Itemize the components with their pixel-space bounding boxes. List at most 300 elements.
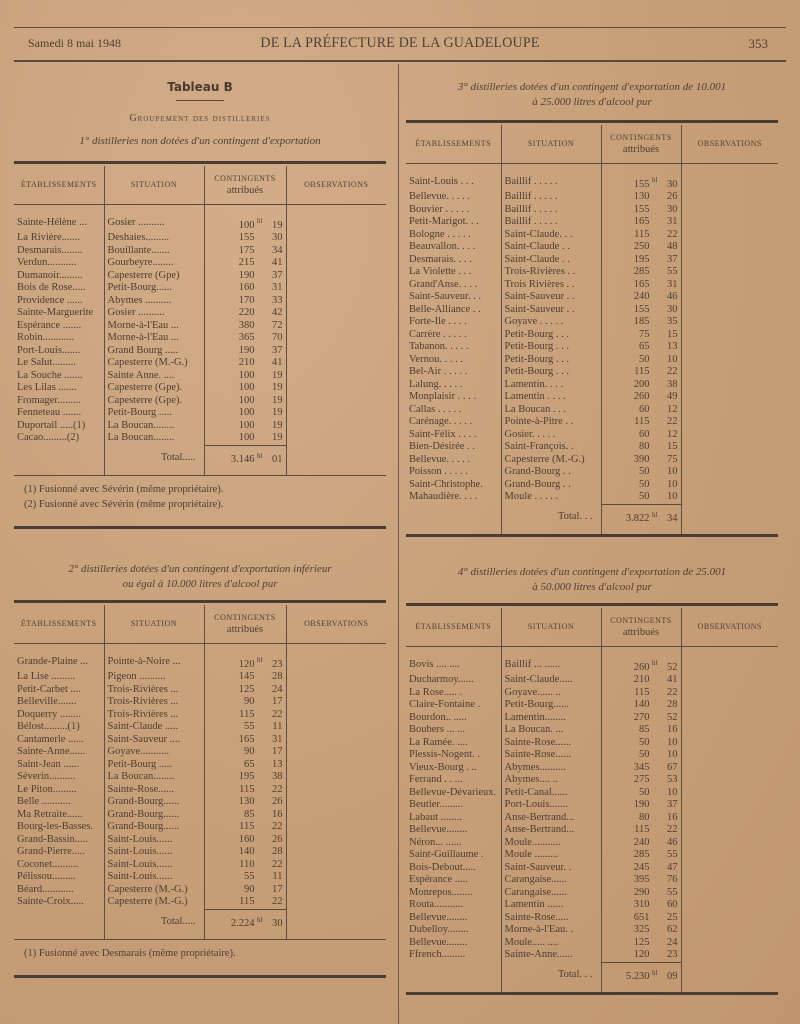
establishment-name: Beutier.........: [406, 799, 501, 812]
observations-cell: [286, 332, 386, 345]
observations-cell: [681, 416, 778, 429]
establishment-name: Bellevue........: [406, 824, 501, 837]
table-row: [406, 216, 778, 229]
situation-cell: Baillif . . . . .: [501, 216, 601, 229]
col-header-contingents: [204, 166, 286, 205]
contingent-hl: 240: [633, 291, 650, 302]
unit-label: hl: [652, 176, 658, 184]
observations-cell: [286, 205, 386, 233]
table-row: [406, 862, 778, 875]
observations-cell: [286, 370, 386, 383]
observations-cell: [681, 712, 778, 725]
observations-cell: [681, 291, 778, 304]
column-divider: [398, 64, 399, 1024]
table-row: [406, 687, 778, 700]
table-row: [406, 724, 778, 737]
contingent-hl: 80: [639, 811, 650, 823]
observations-cell: [681, 912, 778, 925]
establishment-name: La Ramée. ....: [406, 737, 501, 750]
contingent-hl: 130: [238, 796, 255, 807]
table-row: [14, 796, 386, 809]
situation-cell: Carangaise......: [501, 887, 601, 900]
situation-cell: Bouillante.......: [104, 245, 204, 258]
observations-cell: [286, 382, 386, 395]
table-row: [406, 812, 778, 825]
establishment-name: Bélost.........(1): [14, 721, 104, 734]
contingent-cell: [601, 762, 681, 775]
contingent-decimal: 19: [272, 394, 283, 406]
situation-cell: Trois-Rivières ...: [104, 696, 204, 709]
contingent-hl: 60: [639, 403, 650, 415]
contingent-hl: 50: [639, 786, 650, 798]
observations-cell: [286, 445, 386, 475]
observations-cell: [286, 307, 386, 320]
contingent-decimal: 31: [667, 216, 678, 227]
contingent-decimal: 76: [667, 874, 678, 885]
observations-cell: [286, 871, 386, 884]
contingent-cell: [204, 734, 286, 747]
contingent-decimal: 34: [272, 244, 283, 256]
table-row: [14, 320, 386, 333]
contingent-cell: [601, 366, 681, 379]
table-row: [14, 821, 386, 834]
establishment-name: Vieux-Bourg . ..: [406, 762, 501, 775]
contingent-cell: [601, 749, 681, 762]
establishment-name: Bois de Rose.....: [14, 282, 104, 295]
table-row: [14, 734, 386, 747]
table-row: [14, 846, 386, 859]
establishment-name: Monplaisir . . . .: [406, 391, 501, 404]
contingent-cell: [601, 787, 681, 800]
contingent-hl: 90: [244, 746, 255, 757]
situation-cell: La Boucan........: [104, 771, 204, 784]
contingent-hl: 115: [239, 896, 255, 907]
contingent-hl: 270: [633, 711, 650, 723]
contingent-decimal: 67: [667, 761, 678, 773]
contingent-hl: 85: [244, 808, 255, 820]
contingent-hl: 115: [239, 821, 255, 832]
contingent-cell: [204, 644, 286, 672]
contingent-decimal: 22: [667, 366, 678, 377]
tableau-title: Tableau B: [167, 80, 233, 94]
observations-cell: [681, 737, 778, 750]
observations-cell: [286, 884, 386, 897]
situation-cell: Grand-Bourg......: [104, 796, 204, 809]
situation-cell: Grand-Bourg......: [104, 809, 204, 822]
contingent-cell: [601, 699, 681, 712]
contingent-hl: 240: [633, 836, 650, 848]
contingent-decimal: 26: [667, 191, 678, 202]
table-row: [14, 307, 386, 320]
observations-cell: [681, 774, 778, 787]
contingent-decimal: 10: [667, 478, 678, 490]
contingent-cell: [204, 270, 286, 283]
contingent-cell: [601, 204, 681, 217]
situation-cell: Abymes..........: [501, 762, 601, 775]
contingent-hl: 190: [238, 269, 255, 281]
contingent-cell: [204, 696, 286, 709]
situation-cell: Saint-Sauveur . .: [501, 291, 601, 304]
table-row: [14, 205, 386, 233]
situation-cell: Lamentin ......: [501, 899, 601, 912]
table-row: [14, 771, 386, 784]
contingent-decimal: 30: [667, 303, 678, 315]
total-spacer: [406, 962, 501, 992]
contingent-hl: 120: [238, 658, 255, 670]
table-row: [14, 759, 386, 772]
establishment-name: Grand-Bassin.....: [14, 834, 104, 847]
table-row: [406, 799, 778, 812]
contingent-hl: 165: [238, 733, 255, 745]
contingent-cell: [601, 341, 681, 354]
contingent-decimal: 19: [272, 407, 283, 418]
section-1-bottom-rule: [14, 475, 386, 476]
situation-cell: Lamentin . . . .: [501, 391, 601, 404]
contingent-decimal: 52: [667, 661, 678, 673]
table-row: [14, 896, 386, 909]
contingent-hl: 275: [633, 774, 650, 785]
contingent-hl: 90: [244, 883, 255, 895]
establishment-name: Les Lilas .......: [14, 382, 104, 395]
table-row: [406, 329, 778, 342]
situation-cell: Sainte-Rose......: [501, 737, 601, 750]
observations-cell: [286, 420, 386, 433]
col-header-observations: OBSERVATIONS: [681, 125, 778, 164]
contingent-cell: [204, 771, 286, 784]
contingent-cell: [601, 191, 681, 204]
establishment-name: Mahaudière. . . .: [406, 491, 501, 504]
table-row: [14, 709, 386, 722]
contingent-cell: [601, 229, 681, 242]
table-row: [14, 420, 386, 433]
table-row: [406, 241, 778, 254]
observations-cell: [681, 962, 778, 992]
contingent-cell: [204, 432, 286, 445]
establishment-name: Routa...........: [406, 899, 501, 912]
contingent-hl: 215: [238, 257, 255, 268]
establishment-name: Bourdon.. .....: [406, 712, 501, 725]
table-row: [14, 834, 386, 847]
unit-label: hl: [652, 659, 658, 667]
contingent-hl: 90: [244, 696, 255, 707]
section-1-title: 1° distilleries non dotées d'un contingent d'exportation: [79, 135, 321, 147]
col-header-contingents: [601, 125, 681, 164]
contingent-decimal: 30: [667, 203, 678, 215]
contingent-cell: [601, 441, 681, 454]
table-row: [406, 737, 778, 750]
situation-cell: Saint-Sauveur . .: [501, 304, 601, 317]
total-decimal: 09: [667, 971, 678, 982]
situation-cell: Gourbeyre........: [104, 257, 204, 270]
contingent-hl: 110: [239, 858, 255, 870]
observations-cell: [286, 357, 386, 370]
contingent-decimal: 24: [667, 936, 678, 948]
contingent-hl: 365: [238, 332, 255, 343]
contingent-decimal: 10: [667, 491, 678, 502]
contingent-hl: 155: [633, 178, 650, 190]
observations-cell: [681, 647, 778, 675]
contingent-hl: 130: [633, 191, 650, 202]
contingent-hl: 285: [633, 849, 650, 860]
contingents-label: CONTINGENTS: [214, 173, 276, 183]
total-hl: 3.146: [230, 454, 255, 465]
contingent-decimal: 41: [667, 674, 678, 685]
establishment-name: La Violette . . .: [406, 266, 501, 279]
observations-cell: [681, 862, 778, 875]
contingent-cell: [601, 266, 681, 279]
contingent-cell: [204, 320, 286, 333]
header-date: Samedi 8 mai 1948: [28, 36, 121, 50]
contingent-hl: 100: [238, 419, 255, 431]
contingent-hl: 115: [634, 416, 650, 427]
establishment-name: Espérance .....: [406, 874, 501, 887]
situation-cell: Moule .........: [501, 849, 601, 862]
table-row: [14, 382, 386, 395]
observations-cell: [681, 812, 778, 825]
contingent-cell: [601, 241, 681, 254]
observations-cell: [286, 282, 386, 295]
unit-label: hl: [257, 217, 263, 225]
section-3-end-rule: [406, 534, 778, 537]
table-row: [406, 924, 778, 937]
contingent-decimal: 55: [667, 266, 678, 277]
section-1-top-rule: [14, 161, 386, 164]
table-row: [14, 257, 386, 270]
establishment-name: Belle ...........: [14, 796, 104, 809]
establishment-name: Bellevue........: [406, 912, 501, 925]
contingent-cell: [204, 307, 286, 320]
total-spacer: [14, 909, 104, 939]
contingent-decimal: 62: [667, 924, 678, 935]
contingent-cell: [601, 164, 681, 192]
establishment-name: Fromager.........: [14, 395, 104, 408]
observations-cell: [286, 784, 386, 797]
contingent-cell: [601, 737, 681, 750]
table-row: [406, 466, 778, 479]
table-row: [14, 696, 386, 709]
contingent-decimal: 19: [272, 369, 283, 381]
col-header-contingents: [601, 608, 681, 647]
contingent-decimal: 13: [667, 341, 678, 352]
situation-cell: Grand Bourg .....: [104, 345, 204, 358]
situation-cell: Saint-Louis......: [104, 834, 204, 847]
contingent-decimal: 38: [667, 378, 678, 390]
unit-label: hl: [652, 510, 658, 519]
contingent-decimal: 28: [272, 671, 283, 682]
section-3-top-rule: [406, 120, 778, 123]
contingent-decimal: 26: [272, 833, 283, 845]
page-header: [22, 36, 778, 52]
situation-cell: Goyave...... ..: [501, 687, 601, 700]
total-hl: 2.224: [230, 918, 255, 929]
establishment-name: Petit-Carbet ....: [14, 684, 104, 697]
col-header-establishments: ÉTABLISSEMENTS: [14, 166, 104, 205]
table-row: [14, 232, 386, 245]
contingents-sub-label: attribués: [226, 185, 264, 196]
contingent-decimal: 37: [667, 253, 678, 265]
total-row: [14, 909, 386, 939]
situation-cell: Abymes.... ..: [501, 774, 601, 787]
observations-cell: [681, 354, 778, 367]
contingent-cell: [601, 216, 681, 229]
contingent-hl: 190: [633, 799, 650, 810]
observations-cell: [286, 432, 386, 445]
table-row: [14, 282, 386, 295]
section-1-end-rule: [14, 526, 386, 529]
observations-cell: [681, 762, 778, 775]
situation-cell: Saint-Claude.....: [501, 674, 601, 687]
header-bottom-rule: [14, 60, 786, 62]
total-decimal: 01: [272, 454, 283, 465]
observations-cell: [681, 454, 778, 467]
establishment-name: Claire-Fontaine .: [406, 699, 501, 712]
contingent-decimal: 22: [272, 783, 283, 795]
header-top-rule: [14, 27, 786, 28]
situation-cell: Sainte Anne. ....: [104, 370, 204, 383]
contingent-cell: [204, 821, 286, 834]
observations-cell: [286, 684, 386, 697]
table-row: [406, 949, 778, 962]
contingent-decimal: 55: [667, 886, 678, 898]
total-row: [14, 445, 386, 475]
contingent-hl: 55: [244, 721, 255, 732]
contingent-hl: 310: [633, 899, 650, 910]
observations-cell: [286, 295, 386, 308]
total-spacer: [14, 445, 104, 475]
observations-cell: [286, 909, 386, 939]
situation-cell: Saint-Sauveur. .: [501, 862, 601, 875]
situation-cell: Petit-Bourg .....: [104, 407, 204, 420]
observations-cell: [681, 724, 778, 737]
situation-cell: Carangaise......: [501, 874, 601, 887]
establishment-name: Bellevue........: [406, 937, 501, 950]
contingents-label: CONTINGENTS: [610, 615, 672, 625]
table-row: [406, 699, 778, 712]
table-row: [14, 784, 386, 797]
establishment-name: Coconet..........: [14, 859, 104, 872]
observations-cell: [681, 466, 778, 479]
contingent-decimal: 10: [667, 786, 678, 798]
observations-cell: [286, 257, 386, 270]
observations-cell: [681, 949, 778, 962]
contingent-cell: [204, 407, 286, 420]
contingent-cell: [204, 357, 286, 370]
observations-cell: [681, 391, 778, 404]
contingent-cell: [601, 899, 681, 912]
establishment-name: Duportail .....(1): [14, 420, 104, 433]
contingent-cell: [601, 254, 681, 267]
table-row: [14, 407, 386, 420]
situation-cell: Saint-Claude . .: [501, 254, 601, 267]
situation-cell: Petit-Bourg . . .: [501, 354, 601, 367]
unit-label: hl: [652, 968, 658, 977]
observations-cell: [681, 749, 778, 762]
contingent-cell: [204, 784, 286, 797]
contingent-hl: 195: [238, 771, 255, 782]
situation-cell: Sainte-Anne......: [501, 949, 601, 962]
total-row: [406, 962, 778, 992]
contingent-cell: [204, 809, 286, 822]
observations-cell: [681, 329, 778, 342]
situation-cell: Goyave . . . . .: [501, 316, 601, 329]
contingent-cell: [204, 846, 286, 859]
section-4-table: [406, 608, 778, 992]
establishment-name: La Rose..... .: [406, 687, 501, 700]
contingent-cell: [601, 316, 681, 329]
contingent-hl: 160: [238, 833, 255, 845]
contingent-decimal: 55: [667, 849, 678, 860]
situation-cell: Petit-Bourg .....: [104, 759, 204, 772]
establishment-name: Desmarais........: [14, 245, 104, 258]
observations-cell: [681, 254, 778, 267]
section-3-table: [406, 125, 778, 534]
contingent-hl: 50: [639, 736, 650, 748]
contingent-hl: 260: [633, 391, 650, 402]
situation-cell: Capesterre (Gpe).: [104, 382, 204, 395]
contingent-hl: 50: [639, 478, 650, 490]
observations-cell: [681, 699, 778, 712]
section-1-footnote-1: (1) Fusionné avec Sévérin (même propriétaire).: [24, 483, 224, 495]
contingent-decimal: 22: [667, 228, 678, 240]
col-header-establishments: ÉTABLISSEMENTS: [406, 608, 501, 647]
situation-cell: Petit-Canal......: [501, 787, 601, 800]
col-header-observations: OBSERVATIONS: [286, 605, 386, 644]
contingent-hl: 250: [633, 241, 650, 252]
contingent-cell: [204, 345, 286, 358]
contingent-cell: [601, 937, 681, 950]
establishment-name: Sainte-Croix.....: [14, 896, 104, 909]
table-row: [14, 357, 386, 370]
situation-cell: Morne-à-l'Eau ...: [104, 320, 204, 333]
table-row: [406, 479, 778, 492]
situation-cell: Moule..... ....: [501, 937, 601, 950]
establishment-name: Béard............: [14, 884, 104, 897]
contingent-hl: 140: [238, 846, 255, 857]
contingent-hl: 165: [633, 278, 650, 290]
contingent-cell: [204, 684, 286, 697]
observations-cell: [286, 859, 386, 872]
contingent-decimal: 22: [272, 708, 283, 720]
contingent-decimal: 22: [272, 821, 283, 832]
establishment-name: Belle-Alliance . .: [406, 304, 501, 317]
contingent-decimal: 15: [667, 441, 678, 452]
contingent-decimal: 17: [272, 696, 283, 707]
contingent-hl: 115: [239, 783, 255, 795]
contingent-hl: 100: [238, 407, 255, 418]
contingent-hl: 115: [634, 824, 650, 835]
establishment-name: Fenneteau .......: [14, 407, 104, 420]
contingents-label: CONTINGENTS: [610, 132, 672, 142]
contingent-hl: 325: [633, 924, 650, 935]
contingent-cell: [601, 724, 681, 737]
contingent-decimal: 70: [272, 332, 283, 343]
establishment-name: Ffrench.........: [406, 949, 501, 962]
establishment-name: Séverin..........: [14, 771, 104, 784]
table-row: [14, 859, 386, 872]
table-row: [406, 837, 778, 850]
establishment-name: Grand'Anse. . . .: [406, 279, 501, 292]
situation-cell: Sainte-Rose......: [104, 784, 204, 797]
contingent-decimal: 22: [667, 686, 678, 698]
table-row: [14, 644, 386, 672]
establishment-name: Vernou. . . . .: [406, 354, 501, 367]
contingent-decimal: 37: [272, 344, 283, 356]
observations-cell: [286, 407, 386, 420]
contingent-cell: [601, 429, 681, 442]
establishment-name: Lalung. . . . .: [406, 379, 501, 392]
contingent-decimal: 26: [272, 796, 283, 807]
section-1: [14, 80, 386, 529]
